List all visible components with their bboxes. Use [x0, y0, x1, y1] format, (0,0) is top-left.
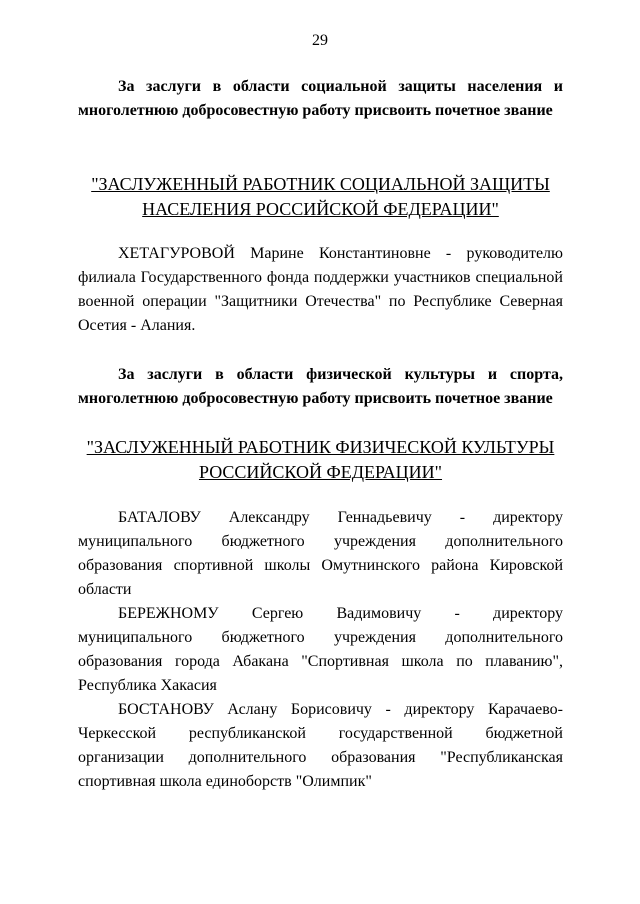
award-title-social: "ЗАСЛУЖЕННЫЙ РАБОТНИК СОЦИАЛЬНОЙ ЗАЩИТЫ НАСЕЛЕНИЯ РОССИЙСКОЙ ФЕДЕРАЦИИ": [91, 174, 550, 219]
recipient-entry: БОСТАНОВУ Аслану Борисовичу - директору Карачаево-Черкесской республиканской государственной бюджетной организации дополнительного образования "Республиканская спортивная школа единоборств "Олимпик": [78, 701, 563, 790]
recipient-entry: БАТАЛОВУ Александру Геннадьевичу - директору муниципального бюджетного учреждения дополнительного образования спортивной школы Омутнинского района Кировской области: [78, 509, 563, 598]
award-heading-social: За заслуги в области социальной защиты населения и многолетнюю добросовестную работу присвоить почетное звание: [78, 78, 563, 119]
page-number: 29: [312, 32, 328, 49]
award-heading-sport: За заслуги в области физической культуры и спорта, многолетнюю добросовестную работу присвоить почетное звание: [78, 366, 563, 407]
award-title-sport: "ЗАСЛУЖЕННЫЙ РАБОТНИК ФИЗИЧЕСКОЙ КУЛЬТУРЫ РОССИЙСКОЙ ФЕДЕРАЦИИ": [86, 437, 555, 482]
recipient-entry: ХЕТАГУРОВОЙ Марине Константиновне - руководителю филиала Государственного фонда поддержки участников специальной военной операции "Защитники Отечества" по Республике Северная Осетия - Алания.: [78, 245, 563, 334]
recipient-entry: БЕРЕЖНОМУ Сергею Вадимовичу - директору муниципального бюджетного учреждения дополнительного образования города Абакана "Спортивная школа по плаванию", Республика Хакасия: [78, 605, 563, 694]
